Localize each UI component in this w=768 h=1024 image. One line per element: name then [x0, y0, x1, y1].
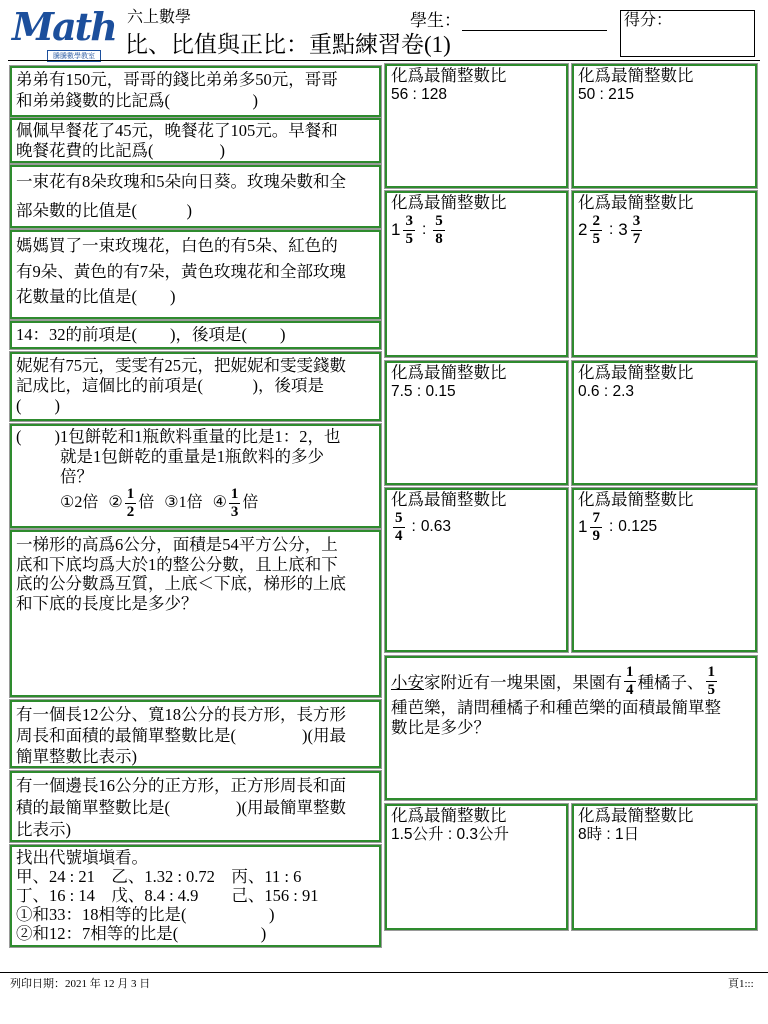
- instruction-label: 化爲最簡整數比: [391, 806, 507, 825]
- fraction: [624, 665, 636, 698]
- fraction: [631, 214, 643, 247]
- fraction: [433, 214, 445, 247]
- denominator: 5: [592, 230, 600, 247]
- denominator: 4: [395, 527, 403, 544]
- ratio-expression: [578, 212, 751, 248]
- denominator: 2: [126, 503, 135, 520]
- denominator: 3: [230, 503, 239, 520]
- option-text: 2倍: [74, 494, 99, 511]
- question-9: [10, 700, 381, 768]
- instruction-label: 化爲最簡整數比: [391, 490, 507, 509]
- denominator: 5: [405, 230, 413, 247]
- question-line: ( )1包餅乾和1瓶飲料重量的比是1：2，也: [16, 427, 341, 446]
- ratio-colon: :: [608, 518, 614, 535]
- simplify-ratio-9: [385, 804, 568, 930]
- whole-number: 2: [578, 220, 588, 239]
- instruction-label: 化爲最簡整數比: [578, 363, 694, 382]
- denominator: 4: [626, 681, 634, 698]
- instruction-label: 化爲最簡整數比: [578, 193, 694, 212]
- question-line: ①和33：18相等的比是( ): [16, 905, 275, 924]
- ratio-expression: 56 : 128: [391, 86, 448, 103]
- question-line: 周長和面積的最簡單整數比是( )(用最: [16, 726, 346, 745]
- question-line: 佩佩早餐花了45元，晚餐花了105元。早餐和: [16, 121, 338, 140]
- score-box: [620, 10, 755, 57]
- question-line: 部朵數的比值是( ): [16, 201, 192, 220]
- question-line: 比表示): [16, 820, 71, 839]
- question-line: 甲、24 : 21 乙、1.32 : 0.72 丙、11 : 6: [16, 867, 302, 886]
- print-date: 列印日期：2021 年 12 月 3 日: [10, 978, 151, 990]
- whole-number: 1: [578, 517, 588, 536]
- question-line: 媽媽買了一束玫瑰花，白色的有5朵、紅色的: [16, 236, 338, 255]
- question-6: [10, 352, 381, 421]
- numerator: 7: [592, 509, 600, 526]
- question-line: 一梯形的高爲6公分，面積是54平方公分，上: [16, 535, 338, 554]
- question-line: 和弟弟錢數的比記爲( ): [16, 91, 258, 110]
- word-problem-orchard: [385, 656, 757, 800]
- numerator: 3: [632, 212, 641, 229]
- simplify-ratio-1: [385, 64, 568, 188]
- page-title: 比、比值與正比：重點練習卷(1): [125, 32, 451, 57]
- numerator: 1: [707, 663, 715, 680]
- question-7: [10, 424, 381, 528]
- question-10: [10, 771, 381, 842]
- question-line: 倍？: [60, 467, 93, 486]
- ratio-expression: 7.5 : 0.15: [391, 383, 456, 400]
- logo-wordmark: Math: [12, 4, 116, 49]
- fraction: [590, 214, 602, 247]
- question-line: 14：32的前項是( )，後項是( ): [16, 325, 286, 344]
- question-line: ( ): [16, 396, 60, 415]
- numerator: 5: [435, 212, 443, 229]
- simplify-ratio-3: [385, 191, 568, 357]
- student-name-blank: [462, 30, 607, 31]
- person-name: 小安: [391, 673, 424, 692]
- fraction: [590, 511, 602, 544]
- denominator: 5: [707, 681, 715, 698]
- instruction-label: 化爲最簡整數比: [578, 490, 694, 509]
- question-line: 底的公分數爲互質，上底＜下底，梯形的上底: [16, 574, 346, 594]
- question-line: 找出代號塡塡看。: [16, 848, 148, 867]
- question-text: 家附近有一塊果園，果園有: [424, 673, 622, 692]
- question-text: 種橘子、: [637, 673, 704, 692]
- question-line: 弟弟有150元，哥哥的錢比弟弟多50元，哥哥: [16, 70, 338, 89]
- fraction: [125, 487, 137, 520]
- simplify-ratio-5: [385, 361, 568, 485]
- question-line: 一束花有8朵玫瑰和5朵向日葵。玫瑰朵數和全: [16, 172, 346, 191]
- ratio-colon: :: [421, 221, 427, 238]
- option-1: [60, 493, 98, 513]
- simplify-ratio-7: [385, 488, 568, 652]
- question-line: 記成比，這個比的前項是( )，後項是: [16, 376, 324, 395]
- question-line: 積的最簡單整數比是( )(用最簡單整數: [16, 798, 346, 817]
- simplify-ratio-10: [572, 804, 757, 930]
- instruction-label: 化爲最簡整數比: [578, 806, 694, 825]
- instruction-label: 化爲最簡整數比: [391, 193, 507, 212]
- simplify-ratio-8: [572, 488, 757, 652]
- question-line: 數比是多少？: [391, 718, 490, 737]
- instruction-label: 化爲最簡整數比: [391, 66, 507, 85]
- score-label: 得分：: [624, 12, 673, 29]
- numerator: 1: [626, 663, 634, 680]
- ratio-expression: 50 : 215: [578, 86, 635, 103]
- option-2: [108, 487, 154, 520]
- ratio-expression: [391, 212, 562, 248]
- question-line: 妮妮有75元，雯雯有25元，把妮妮和雯雯錢數: [16, 356, 346, 375]
- fraction: [393, 511, 405, 544]
- option-3: [164, 493, 202, 513]
- question-line: ②和12：7相等的比是( ): [16, 924, 267, 943]
- option-mark: ②: [108, 494, 123, 511]
- question-line: 和下底的長度比是多少？: [16, 594, 198, 614]
- decimal-term: 0.125: [618, 518, 658, 535]
- question-line: 種芭樂，請問種橘子和種芭樂的面積最簡單整: [391, 698, 721, 717]
- question-11: [10, 845, 381, 947]
- option-unit: 倍: [138, 494, 155, 511]
- numerator: 3: [405, 212, 413, 229]
- numerator: 2: [592, 212, 600, 229]
- option-unit: 倍: [242, 494, 259, 511]
- option-4: [213, 487, 259, 520]
- question-line: [391, 664, 751, 698]
- ratio-expression: [391, 509, 562, 545]
- header-divider: [8, 60, 760, 61]
- question-3: [10, 165, 381, 228]
- option-mark: ③: [164, 494, 179, 511]
- simplify-ratio-6: [572, 361, 757, 485]
- question-5: [10, 321, 381, 349]
- question-line: 有一個邊長16公分的正方形，正方形周長和面: [16, 776, 346, 795]
- numerator: 1: [230, 485, 239, 502]
- denominator: 9: [592, 527, 600, 544]
- numerator: 5: [395, 509, 403, 526]
- instruction-label: 化爲最簡整數比: [391, 363, 507, 382]
- whole-number: 1: [391, 220, 401, 239]
- grade-label: 六上數學: [127, 9, 192, 26]
- student-label: 學生：: [410, 11, 461, 30]
- simplify-ratio-4: [572, 191, 757, 357]
- fraction: [706, 665, 718, 698]
- option-mark: ④: [212, 494, 227, 511]
- option-mark: ①: [60, 494, 75, 511]
- page-number: 頁1:::: [728, 978, 754, 990]
- simplify-ratio-2: [572, 64, 757, 188]
- question-line: 底和下底均爲大於1的整公分數，且上底和下: [16, 554, 338, 574]
- question-line: 花數量的比值是( ): [16, 287, 176, 306]
- instruction-label: 化爲最簡整數比: [578, 66, 694, 85]
- ratio-expression: 1.5公升 : 0.3公升: [391, 826, 510, 843]
- question-line: 有一個長12公分、寬18公分的長方形，長方形: [16, 705, 346, 724]
- question-8: [10, 530, 381, 697]
- question-4: [10, 230, 381, 319]
- decimal-term: 0.63: [420, 518, 451, 535]
- logo-caption: 騰騰數學教室: [47, 50, 101, 62]
- question-1: [10, 66, 381, 117]
- denominator: 8: [435, 230, 443, 247]
- logo: [10, 4, 116, 62]
- ratio-colon: :: [411, 518, 416, 535]
- question-line: 晚餐花費的比記爲( ): [16, 141, 225, 160]
- numerator: 1: [126, 485, 135, 502]
- footer-divider: [0, 972, 768, 973]
- ratio-expression: 8時 : 1日: [578, 826, 640, 843]
- fraction: [229, 487, 241, 520]
- question-2: [10, 118, 381, 163]
- fraction: [403, 214, 415, 247]
- ratio-expression: [578, 509, 751, 545]
- question-line: 丁、16 : 14 戊、8.4 : 4.9 己、156 : 91: [16, 886, 319, 905]
- ratio-colon: :: [608, 221, 614, 238]
- denominator: 7: [632, 230, 641, 247]
- question-line: 就是1包餅乾的重量是1瓶飲料的多少: [60, 447, 324, 466]
- question-line: 有9朵、黃色的有7朵，黃色玫瑰花和全部玫瑰: [16, 261, 346, 281]
- ratio-expression: 0.6 : 2.3: [578, 383, 635, 400]
- whole-number: 3: [618, 220, 628, 239]
- answer-options: [16, 487, 375, 519]
- question-line: 簡單整數比表示): [16, 747, 137, 766]
- option-text: 1倍: [178, 494, 203, 511]
